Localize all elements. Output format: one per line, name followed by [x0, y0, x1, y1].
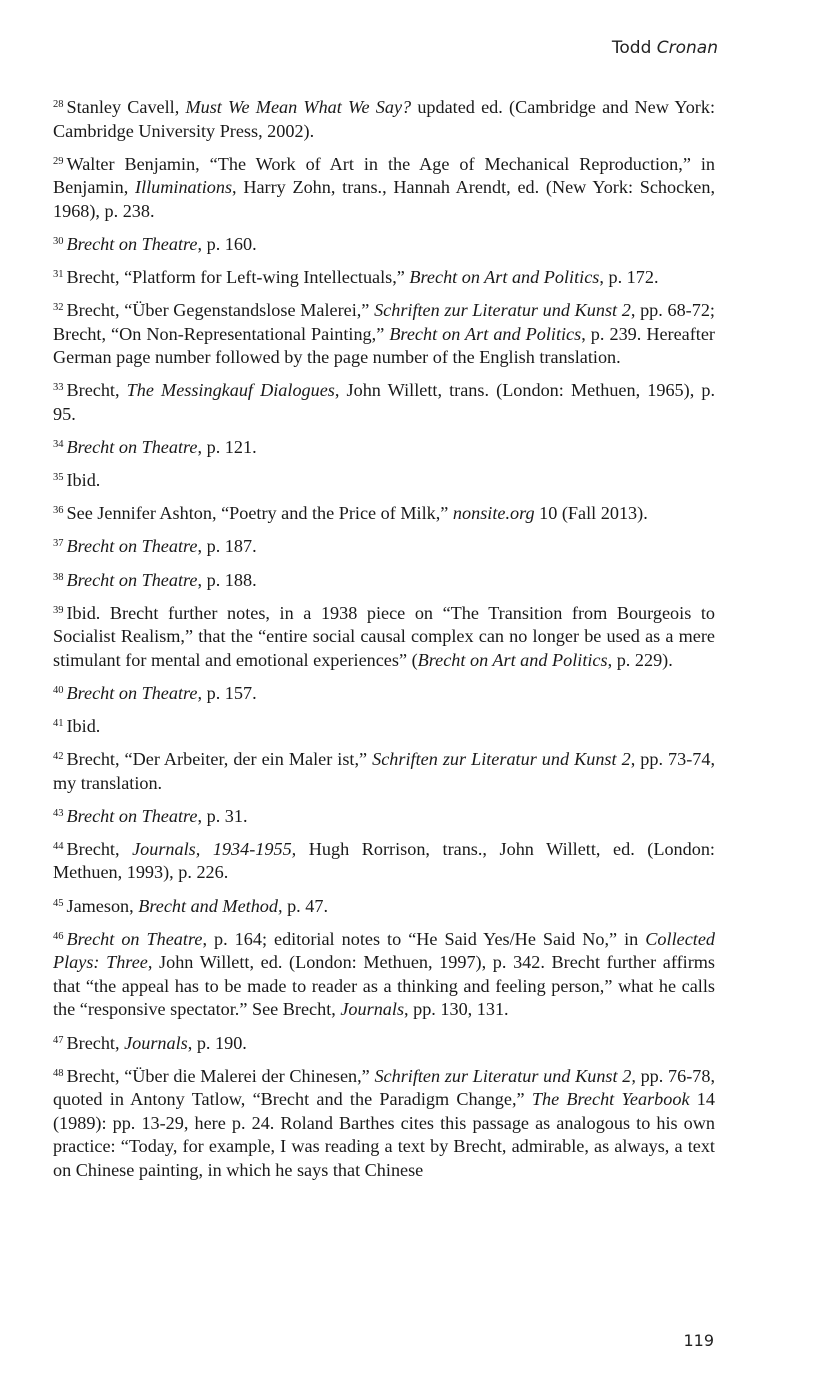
footnote-text: Ibid. — [66, 715, 101, 736]
italic-title: Schriften zur Literatur und Kunst 2, — [374, 1065, 636, 1086]
author-last-name: Cronan — [656, 38, 718, 58]
footnote-37 — [53, 535, 715, 559]
footnote-28 — [53, 96, 715, 143]
footnote-number: 28 — [53, 99, 64, 110]
italic-title: Brecht on Theatre, — [66, 682, 203, 703]
footnote-43 — [53, 805, 715, 829]
footnote-number: 38 — [53, 571, 64, 583]
footnote-41 — [53, 715, 715, 739]
italic-title: Must We Mean What We Say? — [185, 97, 412, 117]
footnote-number: 31 — [53, 269, 64, 281]
footnote-text: Stanley Cavell, — [66, 97, 186, 117]
footnote-32 — [53, 299, 715, 370]
footnote-number: 33 — [53, 382, 64, 394]
footnote-39 — [53, 602, 715, 673]
footnote-30 — [53, 233, 715, 257]
footnote-40 — [53, 682, 715, 706]
footnote-text: , p. 239. Hereafter German page number followed by the page number of the English translation. — [53, 323, 715, 368]
footnote-text: Brecht, “Der Arbeiter, der ein Maler ist,” — [66, 749, 373, 770]
footnote-44 — [53, 838, 715, 885]
footnote-number: 34 — [53, 439, 64, 451]
italic-title: Collected Plays: Three — [53, 928, 715, 973]
italic-title: Schriften zur Literatur und Kunst 2 — [374, 300, 631, 321]
footnote-text: Hugh Rorrison, trans., John Willett, ed. (London: Methuen, 1993), p. 226. — [53, 838, 715, 883]
footnote-number: 35 — [53, 472, 64, 484]
italic-title: Brecht on Art and Politics — [417, 649, 608, 670]
footnote-35 — [53, 469, 715, 493]
italic-title: nonsite.org — [452, 503, 535, 524]
running-head — [612, 38, 718, 58]
italic-title: Journals — [124, 1032, 188, 1053]
footnote-number: 44 — [53, 840, 64, 852]
footnote-text: Jameson, — [66, 895, 139, 916]
footnote-text: p. 157. — [202, 682, 257, 703]
footnote-31 — [53, 266, 715, 290]
footnote-text: , p. 190. — [187, 1032, 247, 1053]
footnote-number: 45 — [53, 897, 64, 909]
footnote-33 — [53, 379, 715, 426]
footnote-text: , John Willett, trans. (London: Methuen, 1965), p. 95. — [53, 380, 716, 425]
italic-title: Journals — [340, 999, 405, 1020]
footnote-number: 29 — [53, 155, 64, 167]
footnote-text: , p. 160. — [197, 233, 257, 254]
footnote-number: 47 — [53, 1034, 64, 1046]
italic-title: The Messingkauf Dialogues — [126, 380, 335, 401]
footnote-45 — [53, 895, 715, 919]
footnote-number: 43 — [53, 807, 64, 819]
footnote-text: See Jennifer Ashton, “Poetry and the Price of Milk,” — [66, 503, 453, 524]
footnote-text: , p. 187. — [197, 536, 257, 557]
italic-title: Brecht on Art and Politics — [389, 323, 582, 344]
footnote-text: Ibid. — [66, 470, 101, 491]
footnote-42 — [53, 748, 715, 795]
italic-title: Brecht and Method, — [138, 895, 283, 916]
footnote-text: , pp. 68-72; Brecht, “On Non-Representational Painting,” — [53, 300, 715, 344]
italic-title: Schriften zur Literatur und Kunst 2 — [372, 749, 631, 770]
footnote-text: Brecht, — [66, 838, 133, 859]
footnote-text: , John Willett, ed. (London: Methuen, 1997), p. 342. Brecht further affirms that “the appeal has to be made to reader as a thinking and feeling person,” what he calls the “responsive spectator.” See Brecht, — [53, 952, 715, 1020]
footnote-text: , pp. 73-74, my translation. — [53, 749, 715, 793]
footnote-text: Brecht, “Über Gegenstandslose Malerei,” — [66, 300, 375, 321]
footnote-number: 42 — [53, 751, 64, 763]
footnote-number: 37 — [53, 538, 64, 550]
footnote-text: Brecht, — [66, 380, 127, 401]
footnote-text: , pp. 130, 131. — [404, 999, 509, 1020]
footnote-number: 40 — [53, 684, 64, 696]
footnote-text: , p. 188. — [197, 569, 257, 590]
footnote-text: , p. 31. — [197, 805, 248, 826]
footnote-47 — [53, 1032, 715, 1056]
footnote-text: Walter Benjamin, “The Work of Art in the Age of Mechanical Reproduction,” in Benjamin, — [53, 153, 715, 198]
footnote-text: , p. 172. — [599, 267, 659, 288]
italic-title: Brecht on Theatre — [66, 805, 198, 826]
footnote-text: 14 (1989): pp. 13-29, here p. 24. Roland Barthes cites this passage as analogous to his own practice: “Today, for example, I was reading a text by Brecht, admirable, as always, a text on Chinese painting, in which he says that Chinese — [53, 1089, 715, 1180]
italic-title: Brecht on Theatre — [66, 569, 198, 590]
footnote-46 — [53, 928, 715, 1022]
footnote-text: pp. 76-78, quoted in Antony Tatlow, “Brecht and the Paradigm Change,” — [53, 1065, 715, 1110]
italic-title: The Brecht Yearbook — [531, 1089, 690, 1110]
footnote-text: Brecht, — [66, 1032, 125, 1053]
italic-title: Brecht on Theatre — [66, 437, 198, 458]
footnote-number: 39 — [53, 604, 64, 616]
footnote-number: 32 — [53, 302, 64, 314]
footnote-number: 36 — [53, 505, 64, 517]
footnote-text: , p. 121. — [197, 437, 257, 458]
footnote-number: 48 — [53, 1067, 64, 1079]
page-number: 119 — [683, 1331, 714, 1350]
footnote-text: , p. 229). — [607, 649, 673, 670]
footnote-29 — [53, 153, 715, 224]
italic-title: Brecht on Art and Politics — [409, 267, 600, 288]
footnote-number: 46 — [53, 930, 64, 942]
author-first-name: Todd — [611, 38, 652, 58]
footnote-text: p. 47. — [282, 895, 328, 916]
footnote-text: updated ed. (Cambridge and New York: Cambridge University Press, 2002). — [53, 97, 716, 141]
footnote-38 — [53, 569, 715, 593]
footnote-text: , p. 164; editorial notes to “He Said Yes/He Said No,” in — [202, 928, 646, 949]
italic-title: Illuminations — [135, 177, 233, 198]
footnote-48 — [53, 1065, 715, 1183]
footnote-text: Brecht, “Platform for Left-wing Intellectuals,” — [66, 267, 410, 288]
italic-title: Brecht on Theatre — [66, 233, 198, 254]
italic-title: Brecht on Theatre — [66, 928, 203, 949]
footnote-36 — [53, 502, 715, 526]
footnote-number: 30 — [53, 235, 64, 247]
footnote-number: 41 — [53, 717, 64, 729]
footnotes-list — [53, 96, 715, 1192]
footnote-text: , Harry Zohn, trans., Hannah Arendt, ed. (New York: Schocken, 1968), p. 238. — [53, 177, 715, 221]
footnote-34 — [53, 436, 715, 460]
footnote-text: 10 (Fall 2013). — [534, 503, 648, 524]
footnote-text: Ibid. Brecht further notes, in a 1938 piece on “The Transition from Bourgeois to Socialist Realism,” that the “entire social causal complex can no longer be used as a mere stimulant for mental and emotional experiences” ( — [53, 602, 715, 670]
footnote-text: Brecht, “Über die Malerei der Chinesen,” — [66, 1065, 375, 1086]
italic-title: Journals, 1934-1955, — [132, 838, 297, 859]
italic-title: Brecht on Theatre — [66, 536, 198, 557]
